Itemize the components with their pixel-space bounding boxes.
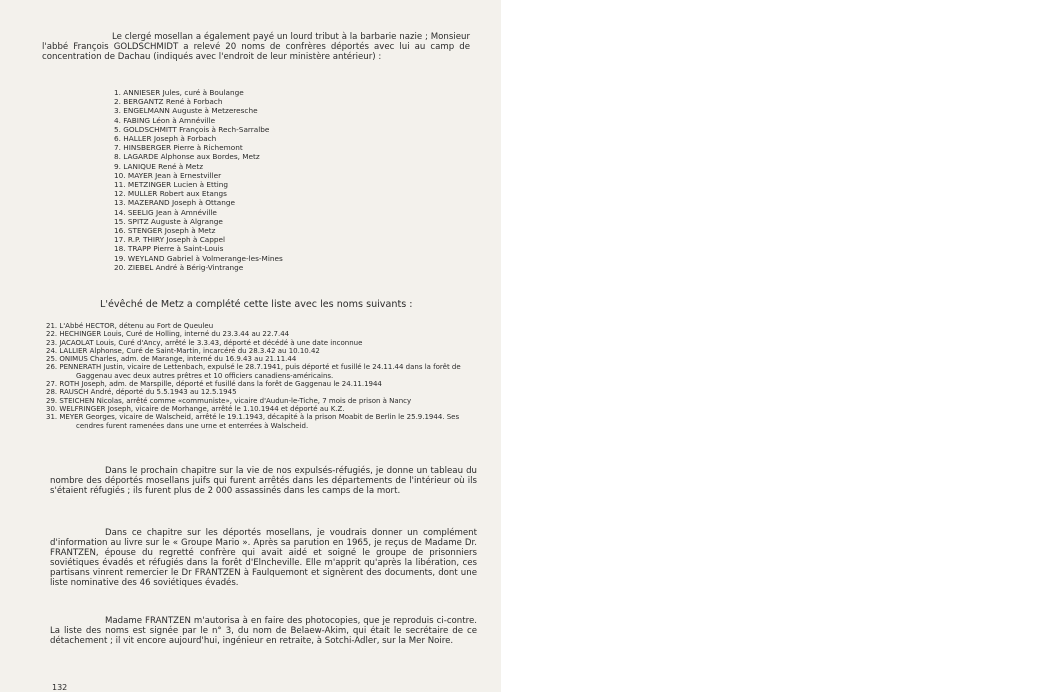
list-item: 22. HECHINGER Louis, Curé de Holling, interné du 23.3.44 au 22.7.44 <box>46 330 290 339</box>
scanned-page <box>0 0 501 692</box>
list-item: 3. ENGELMANN Auguste à Metzeresche <box>114 106 258 116</box>
list-item: 24. LALLIER Alphonse, Curé de Saint-Martin, incarcéré du 28.3.42 au 10.10.42 <box>46 346 320 355</box>
page-number: 132 <box>52 683 68 692</box>
intro-paragraph: Le clergé mosellan a également payé un lourd tribut à la barbarie nazie ; Monsieur l'abbé François GOLDSCHMIDT a relevé 20 noms de confrères déportés avec lui au camp de concentration de Dachau (indiqués avec l'endroit de leur ministère antérieur) : <box>42 32 470 62</box>
list-item: 20. ZIEBEL André à Bérig-Vintrange <box>114 262 244 272</box>
list-item: 4. FABING Léon à Amnéville <box>114 115 216 125</box>
list-item: 15. SPITZ Auguste à Algrange <box>114 216 223 226</box>
list-item: 6. HALLER Joseph à Forbach <box>114 134 217 144</box>
list-item: 18. TRAPP Pierre à Saint-Louis <box>114 244 224 254</box>
list-item: 29. STEICHEN Nicolas, arrêté comme «communiste», vicaire d'Audun-le-Tiche, 7 mois de prison à Nancy <box>46 396 412 405</box>
list-item: 12. MULLER Robert aux Etangs <box>114 189 227 199</box>
list-item: 8. LAGARDE Alphonse aux Bordes, Metz <box>114 152 260 162</box>
list-item: 5. GOLDSCHMITT François à Rech-Sarralbe <box>114 124 270 134</box>
list-item: 11. METZINGER Lucien à Etting <box>114 180 228 190</box>
list-item: 30. WELFRINGER Joseph, vicaire de Morhange, arrêté le 1.10.1944 et déporté au K.Z. <box>46 404 345 413</box>
paragraph-groupe-mario: Dans ce chapitre sur les déportés mosellans, je voudrais donner un complément d'information au livre sur le « Groupe Mario ». Après sa parution en 1965, je reçus de Madame Dr. FRANTZEN, épouse du regretté confrère qui avait aidé et soigné le groupe de prisonniers soviétiques évadés et réfugiés dans la forêt d'Elncheville. Elle m'apprit qu'après la libération, ces partisans vinrent remercier le Dr FRANTZEN à Faulquemont et signèrent des documents, dont une liste nominative des 46 soviétiques évadés. <box>50 528 477 588</box>
paragraph-photocopies: Madame FRANTZEN m'autorisa à en faire des photocopies, que je reproduis ci-contre. La liste des noms est signée par le n° 3, du nom de Belaew-Akim, qui était le secrétaire de ce détachement ; il vit encore aujourd'hui, ingénieur en retraite, à Sotchi-Adler, sur la Mer Noire. <box>50 616 477 646</box>
list-item: 7. HINSBERGER Pierre à Richemont <box>114 143 243 153</box>
list-item: 14. SEELIG Jean à Amnéville <box>114 207 217 217</box>
list-item: 26. PENNERATH Justin, vicaire de Lettenbach, expulsé le 28.7.1941, puis déporté et fusillé le 24.11.44 dans la forêt de Gaggenau avec deux autres prêtres et 10 officiers canadiens-américains. <box>46 363 461 380</box>
list-item: 16. STENGER Joseph à Metz <box>114 226 216 236</box>
list-item: 17. R.P. THIRY Joseph à Cappel <box>114 235 226 245</box>
diocese-addendum-list <box>46 322 476 430</box>
list-item: 25. ONIMUS Charles, adm. de Marange, interné du 16.9.43 au 21.11.44 <box>46 355 297 364</box>
paragraph-refugees: Dans le prochain chapitre sur la vie de nos expulsés-réfugiés, je donne un tableau du nombre des déportés mosellans juifs qui furent arrêtés dans les départements de l'intérieur où ils s'étaient réfugiés ; ils furent plus de 2 000 assassinés dans les camps de la mort. <box>50 466 477 496</box>
list-item: 1. ANNIESER Jules, curé à Boulange <box>114 88 244 97</box>
list-item: 23. JACAOLAT Louis, Curé d'Ancy, arrêté le 3.3.43, déporté et décédé à une date inconnue <box>46 338 363 347</box>
list-item: 31. MEYER Georges, vicaire de Walscheid, arrêté le 19.1.1943, décapité à la prison Moabit de Berlin le 25.9.1944. Ses cendres furent ramenées dans une urne et enterrées à Walscheid. <box>46 413 460 430</box>
list-item: 9. LANIQUE René à Metz <box>114 161 204 171</box>
subheading: L'évêché de Metz a complété cette liste avec les noms suivants : <box>100 299 413 310</box>
list-item: 10. MAYER Jean à Ernestviller <box>114 170 222 180</box>
list-item: 2. BERGANTZ René à Forbach <box>114 97 223 107</box>
list-item: 27. ROTH Joseph, adm. de Marspille, déporté et fusillé dans la forêt de Gaggenau le 24.11.1944 <box>46 380 382 389</box>
list-item: 28. RAUSCH André, déporté du 5.5.1943 au 12.5.1945 <box>46 388 237 397</box>
list-item: 13. MAZERAND Joseph à Ottange <box>114 198 235 208</box>
dachau-priest-list <box>114 88 283 272</box>
list-item: 21. L'Abbé HECTOR, détenu au Fort de Queuleu <box>46 322 214 330</box>
list-item: 19. WEYLAND Gabriel à Volmerange-les-Mines <box>114 253 283 263</box>
